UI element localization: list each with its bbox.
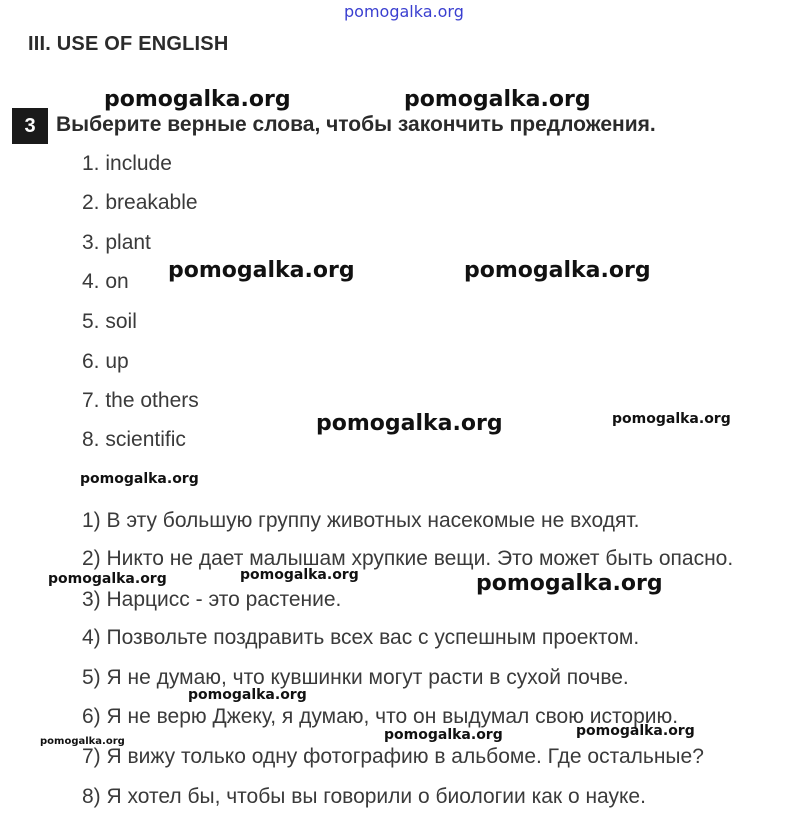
answer-item: 1. include [82, 152, 172, 175]
watermark: pomogalka.org [476, 571, 663, 596]
watermark: pomogalka.org [464, 258, 651, 283]
translation-item: 3) Нарцисс - это растение. [82, 588, 342, 611]
translation-item: 7) Я вижу только одну фотографию в альбоме. Где остальные? [82, 745, 704, 768]
answer-item: 3. plant [82, 231, 151, 254]
exercise-instruction: Выберите верные слова, чтобы закончить предложения. [56, 113, 656, 136]
watermark: pomogalka.org [48, 571, 167, 587]
translation-item: 1) В эту большую группу животных насекомые не входят. [82, 509, 640, 532]
watermark: pomogalka.org [576, 723, 695, 739]
translation-item: 8) Я хотел бы, чтобы вы говорили о биологии как о науке. [82, 785, 646, 808]
watermark: pomogalka.org [168, 258, 355, 283]
watermark: pomogalka.org [188, 687, 307, 703]
exercise-number-badge: 3 [12, 108, 48, 144]
watermark: pomogalka.org [384, 727, 503, 743]
translation-item: 6) Я не верю Джеку, я думаю, что он выдумал свою историю. [82, 705, 679, 728]
answer-item: 8. scientific [82, 428, 186, 451]
watermark: pomogalka.org [316, 411, 503, 436]
watermark-top: pomogalka.org [344, 2, 464, 21]
watermark: pomogalka.org [104, 87, 291, 112]
watermark: pomogalka.org [80, 471, 199, 487]
translation-item: 2) Никто не дает малышам хрупкие вещи. Это может быть опасно. [82, 547, 734, 570]
watermark: pomogalka.org [40, 736, 125, 747]
watermark: pomogalka.org [404, 87, 591, 112]
section-heading: III. USE OF ENGLISH [28, 33, 229, 55]
translation-item: 4) Позвольте поздравить всех вас с успешным проектом. [82, 626, 640, 649]
translation-item: 5) Я не думаю, что кувшинки могут расти в сухой почве. [82, 666, 629, 689]
answer-item: 4. on [82, 270, 129, 293]
answer-item: 5. soil [82, 310, 137, 333]
answer-item: 6. up [82, 350, 129, 373]
watermark: pomogalka.org [240, 567, 359, 583]
answer-item: 2. breakable [82, 191, 198, 214]
watermark: pomogalka.org [612, 411, 731, 427]
answer-item: 7. the others [82, 389, 199, 412]
